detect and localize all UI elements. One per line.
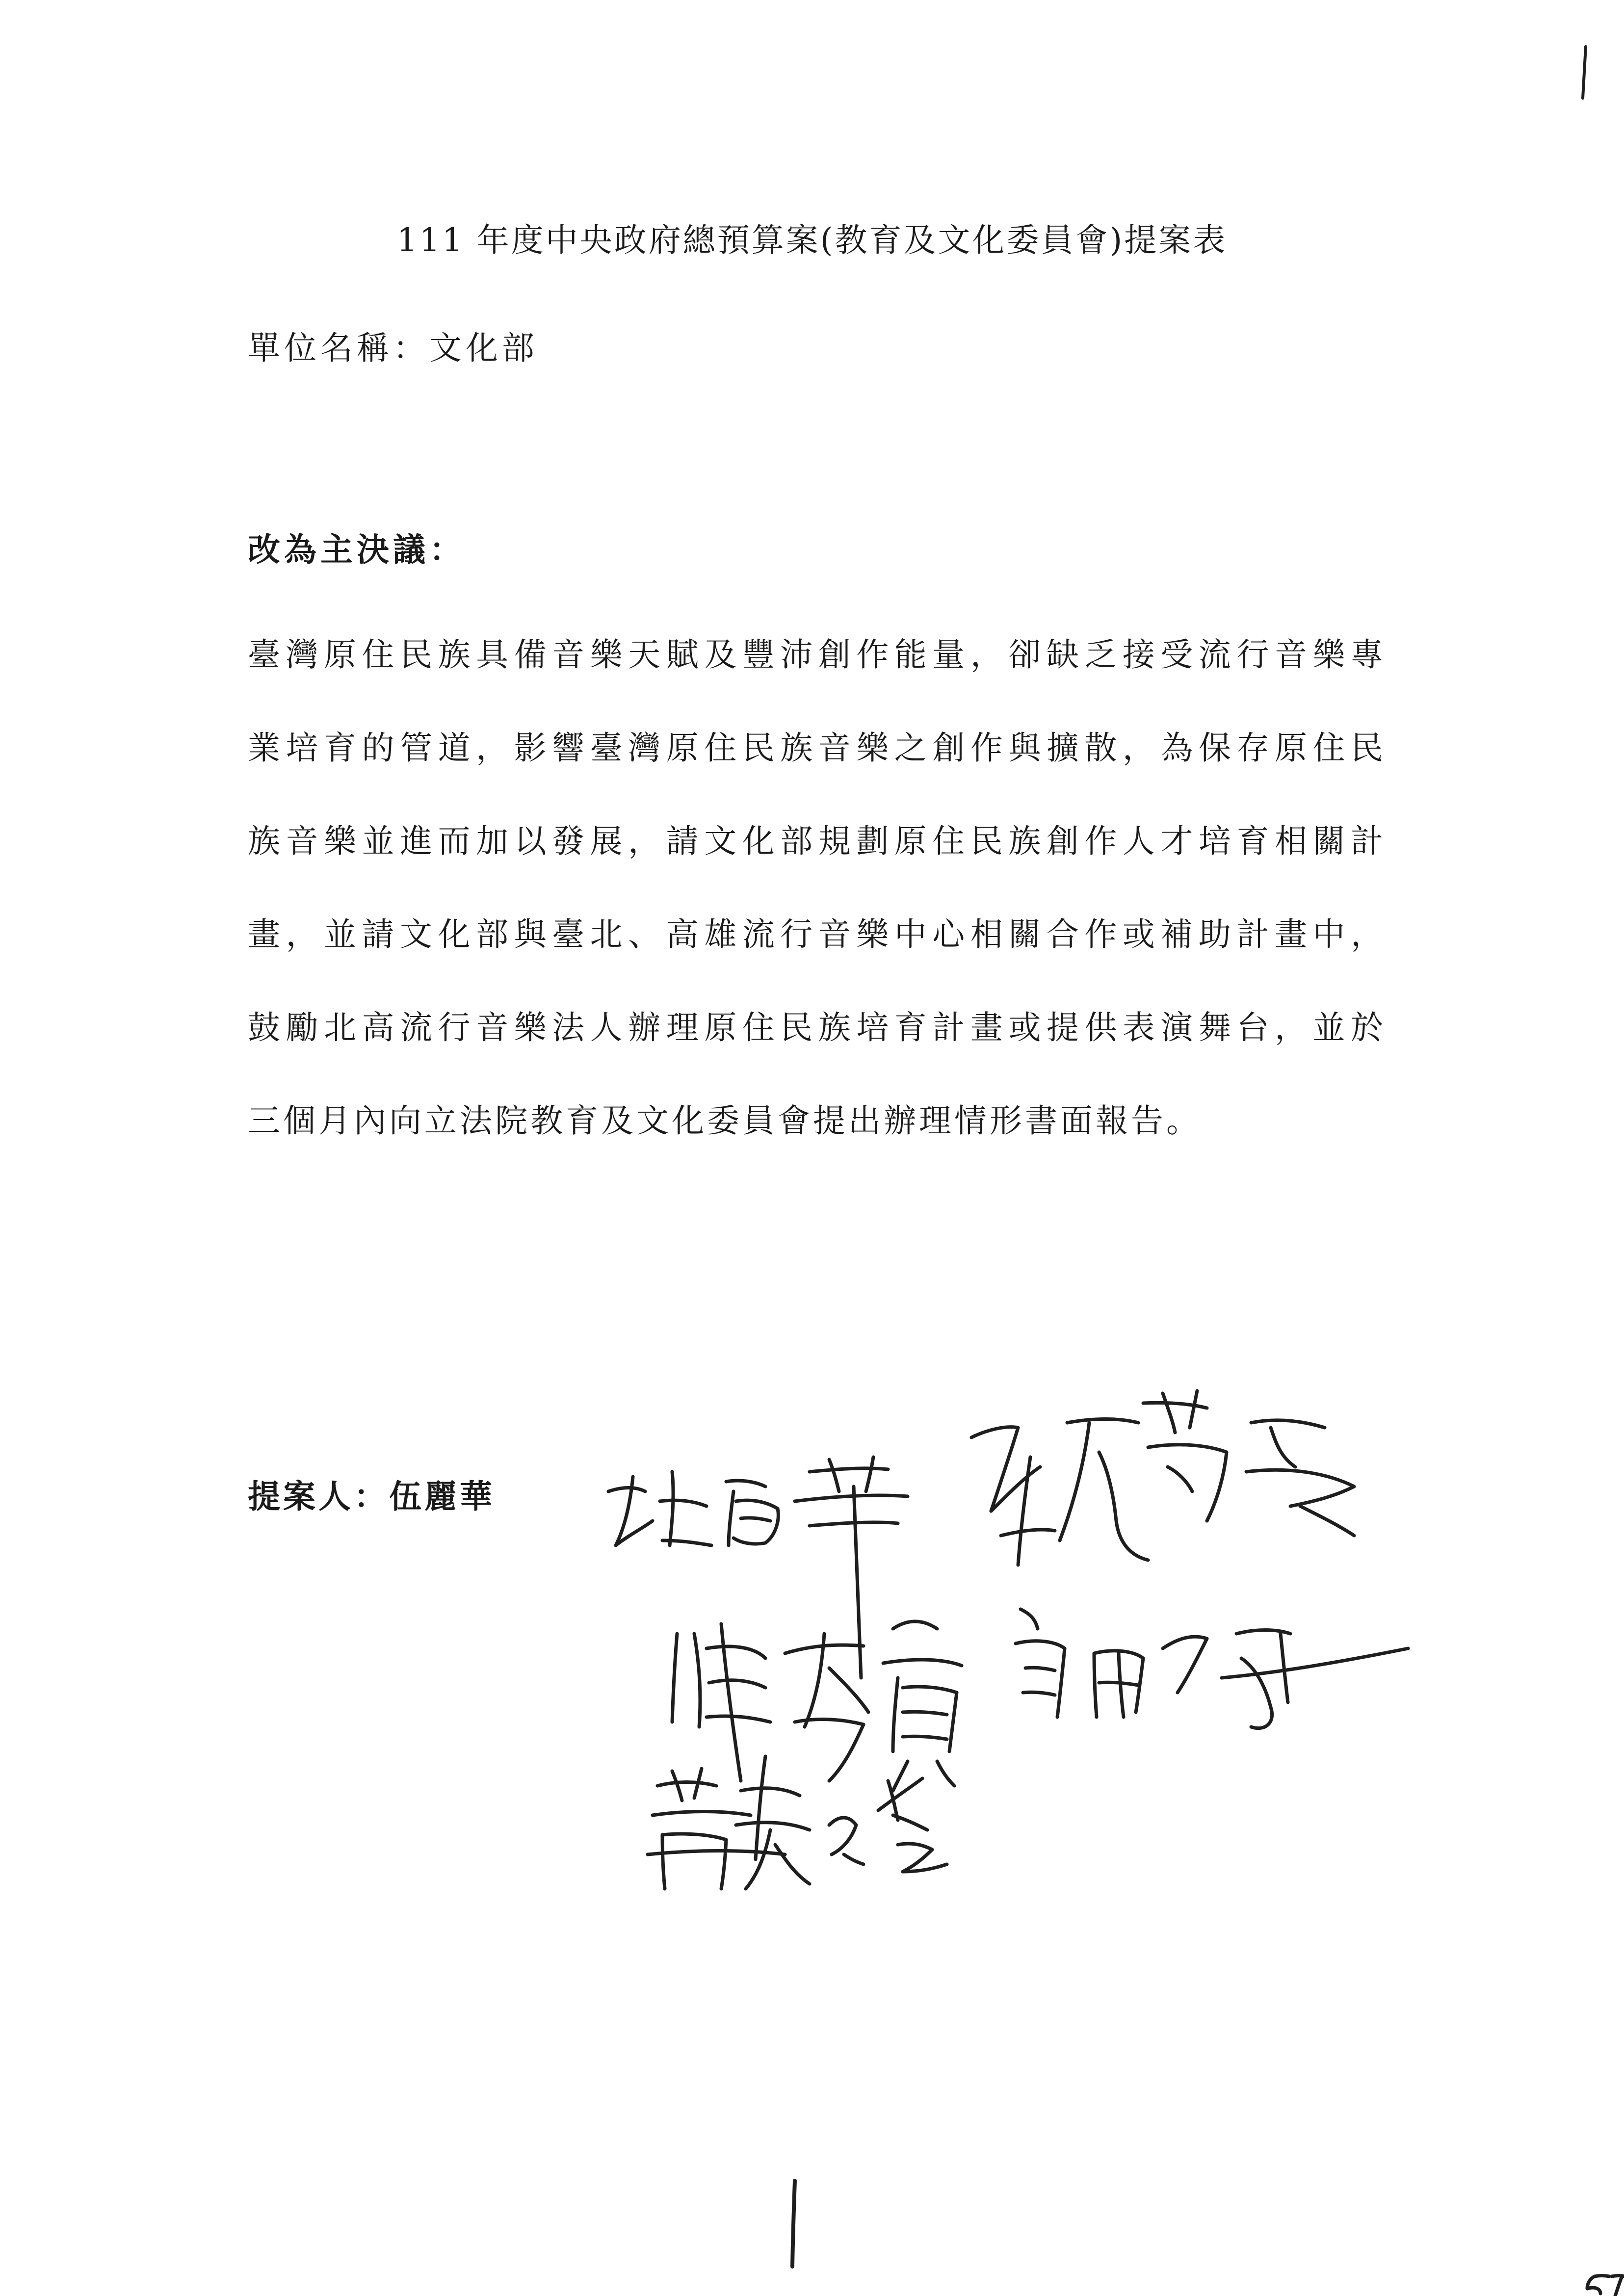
- unit-value: 文化部: [429, 329, 538, 367]
- signature-3: [672, 1621, 962, 1791]
- document-title: 111 年度中央政府總預算案(教育及文化委員會)提案表: [396, 221, 1228, 259]
- signature-5: [648, 1756, 947, 1889]
- page-mark-bottom: [792, 2181, 795, 2267]
- body-line: 臺灣原住民族具備音樂天賦及豐沛創作能量，卻缺乏接受流行音樂專: [248, 636, 1386, 674]
- signature-2: [971, 1391, 1354, 1565]
- body-line: 鼓勵北高流行音樂法人辦理原住民族培育計畫或提供表演舞台，並於: [248, 1009, 1386, 1046]
- unit-line: [248, 326, 538, 370]
- body-line: 業培育的管道，影響臺灣原住民族音樂之創作與擴散，為保存原住民: [248, 729, 1386, 767]
- signature-4: [1016, 1609, 1408, 1728]
- unit-label: 單位名稱：: [248, 329, 429, 367]
- proposer-label: 提案人：: [248, 1477, 389, 1515]
- proposer-name: 伍麗華: [389, 1477, 495, 1515]
- page-mark-corner: [1587, 2276, 1624, 2296]
- page-mark-top: [1583, 47, 1586, 98]
- signature-1: [608, 1457, 908, 1678]
- body-line: 畫，並請文化部與臺北、高雄流行音樂中心相關合作或補助計畫中，: [248, 915, 1386, 953]
- proposer-line: [248, 1474, 495, 1518]
- body-line: 族音樂並進而加以發展，請文化部規劃原住民族創作人才培育相關計: [248, 822, 1386, 860]
- section-heading: 改為主決議：: [248, 530, 466, 569]
- body-line: 三個月內向立法院教育及文化委員會提出辦理情形書面報告。: [248, 1102, 1202, 1140]
